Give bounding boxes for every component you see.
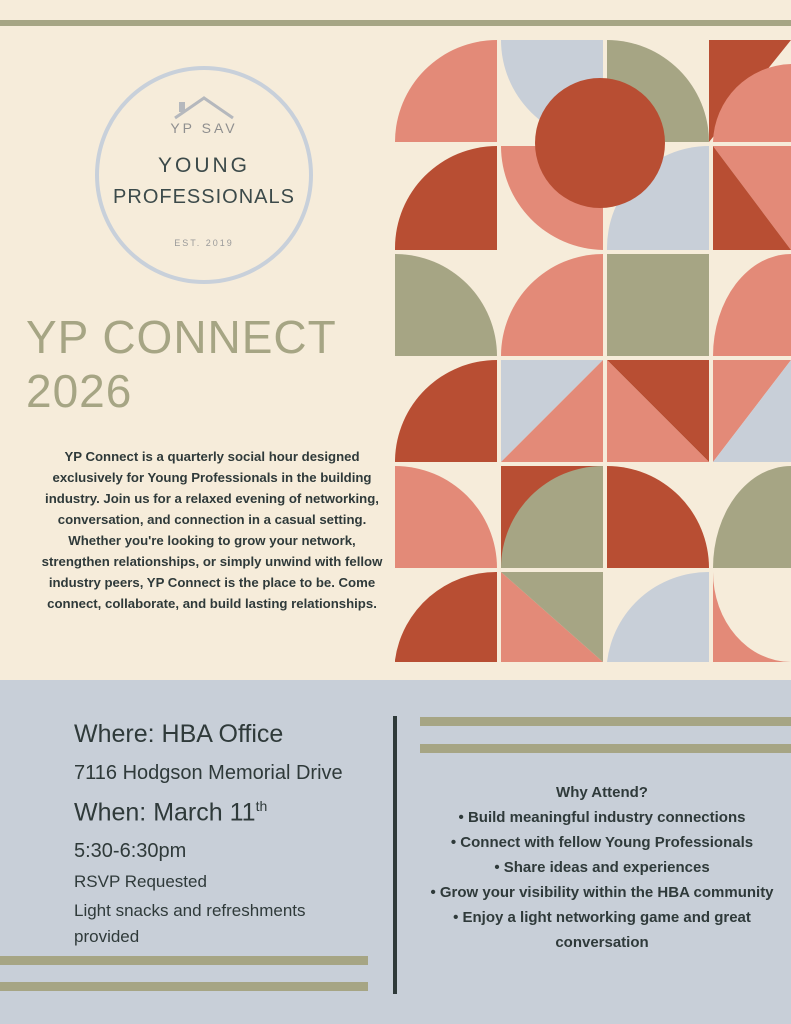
left-divider-2 xyxy=(0,982,368,991)
why-attend-list xyxy=(424,805,780,955)
list-item: • Enjoy a light networking game and great conversation xyxy=(453,909,751,951)
right-divider-2 xyxy=(420,744,791,753)
title-line-2: 2026 xyxy=(26,365,133,417)
event-description: YP Connect is a quarterly social hour designed exclusively for Young Professionals in the building industry. Join us for a relaxed evening of networking, conversation, and connection in a casual setting. Whether you're looking to grow your network, strengthen relationships, or simply unwind with fellow industry peers, YP Connect is the place to be. Come connect, collaborate, and build lasting relationships. xyxy=(41,449,383,611)
event-time: 5:30-6:30pm xyxy=(74,840,187,862)
logo-established: EST. 2019 xyxy=(174,238,234,248)
why-attend xyxy=(424,780,780,955)
page-title xyxy=(26,310,337,418)
logo-line-professionals: PROFESSIONALS xyxy=(113,186,295,208)
list-item: • Connect with fellow Young Professionals xyxy=(450,834,754,851)
snacks-note: Light snacks and refreshments provided xyxy=(74,901,306,946)
where-label: Where: HBA Office xyxy=(74,720,284,748)
list-item: • Grow your visibility within the HBA community xyxy=(430,884,774,901)
address: 7116 Hodgson Memorial Drive xyxy=(74,762,343,784)
right-divider-1 xyxy=(420,717,791,726)
when-date: When: March 11 xyxy=(74,798,256,827)
rsvp-note: RSVP Requested xyxy=(74,872,207,891)
house-icon xyxy=(169,94,239,120)
decorative-pattern xyxy=(395,40,791,662)
when-label xyxy=(74,798,267,827)
event-details-panel xyxy=(0,680,791,1024)
why-attend-heading: Why Attend? xyxy=(556,784,648,801)
list-item: • Share ideas and experiences xyxy=(494,859,710,876)
logo-line-young: YOUNG xyxy=(157,154,250,177)
title-line-1: YP CONNECT xyxy=(26,311,337,363)
vertical-divider xyxy=(393,716,397,994)
logo xyxy=(95,66,313,284)
top-divider xyxy=(0,20,791,26)
when-suffix: th xyxy=(255,798,268,814)
left-divider-1 xyxy=(0,956,368,965)
list-item: • Build meaningful industry connections xyxy=(458,809,746,826)
logo-tag: YP SAV xyxy=(170,120,238,136)
